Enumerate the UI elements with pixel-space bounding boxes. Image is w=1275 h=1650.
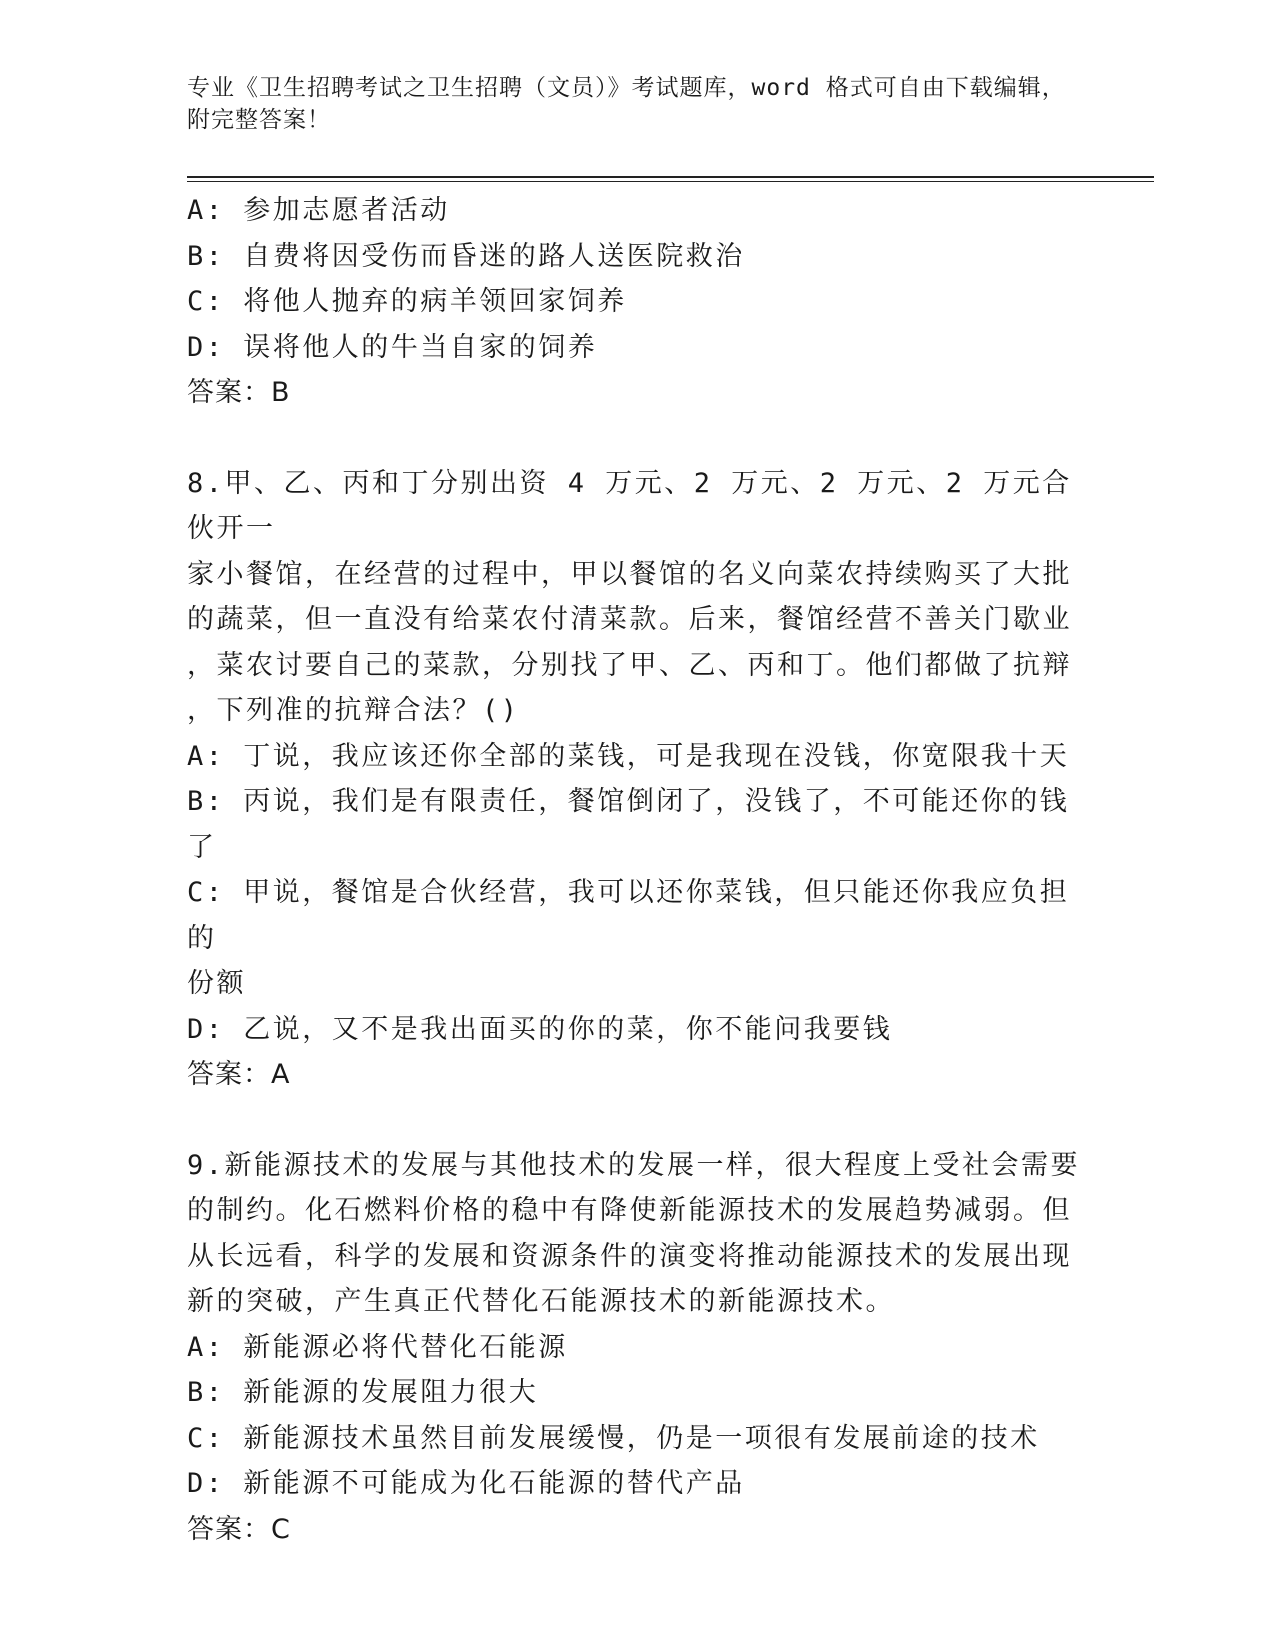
q7-option-c: C: 将他人抛弃的病羊领回家饲养	[187, 286, 627, 317]
q8-stem-line: 8.甲、乙、丙和丁分别出资 4 万元、2 万元、2 万元、2 万元合伙开一	[187, 467, 1072, 544]
q8-option-b: B: 丙说，我们是有限责任，餐馆倒闭了，没钱了，不可能还你的钱了	[187, 786, 1070, 863]
q8-option-c-continued: 份额	[187, 968, 246, 999]
q9-stem-line: 新的突破，产生真正代替化石能源技术的新能源技术。	[187, 1286, 895, 1317]
q8-option-a: A: 丁说，我应该还你全部的菜钱，可是我现在没钱，你宽限我十天	[187, 740, 1070, 772]
q9-stem-line: 9.新能源技术的发展与其他技术的发展一样，很大程度上受社会需要	[187, 1149, 1081, 1181]
question-9-block	[187, 1143, 1087, 1553]
q8-answer: 答案：A	[187, 1059, 291, 1090]
q9-answer: 答案：C	[187, 1513, 291, 1545]
q9-option-b: B: 新能源的发展阻力很大	[187, 1377, 539, 1408]
q7-option-a: A: 参加志愿者活动	[187, 195, 450, 226]
q9-option-c: C: 新能源技术虽然目前发展缓慢，仍是一项很有发展前途的技术	[187, 1422, 1040, 1454]
q7-option-b: B: 自费将因受伤而昏迷的路人送医院救治	[187, 240, 745, 272]
q9-stem-line: 的制约。化石燃料价格的稳中有降使新能源技术的发展趋势减弱。但	[187, 1195, 1072, 1226]
q8-option-c: C: 甲说，餐馆是合伙经营，我可以还你菜钱，但只能还你我应负担的	[187, 877, 1070, 954]
header-divider	[187, 176, 1154, 178]
q7-option-d: D: 误将他人的牛当自家的饲养	[187, 331, 598, 363]
question-8-block	[187, 461, 1087, 1098]
q8-stem-line: 的蔬菜，但一直没有给菜农付清菜款。后来，餐馆经营不善关门歇业	[187, 604, 1072, 635]
q9-option-d: D: 新能源不可能成为化石能源的替代产品	[187, 1468, 745, 1499]
spacer	[187, 1098, 1087, 1143]
q8-stem-line: ，菜农讨要自己的菜款，分别找了甲、乙、丙和丁。他们都做了抗辩	[187, 649, 1072, 681]
header-note: 专业《卫生招聘考试之卫生招聘（文员）》考试题库，word 格式可自由下载编辑，附完整答案！	[187, 75, 1066, 133]
q7-answer: 答案：B	[187, 377, 291, 408]
q8-stem-line: ，下列准的抗辩合法？()	[187, 695, 520, 726]
q9-stem-line: 从长远看，科学的发展和资源条件的演变将推动能源技术的发展出现	[187, 1240, 1072, 1272]
q9-option-a: A: 新能源必将代替化石能源	[187, 1331, 568, 1363]
question-7-block	[187, 188, 1087, 416]
spacer	[187, 416, 1087, 461]
header-divider-thin	[187, 181, 1154, 182]
q8-option-d: D: 乙说，又不是我出面买的你的菜，你不能问我要钱	[187, 1013, 893, 1045]
question-content	[187, 188, 1087, 1552]
q8-stem-line: 家小餐馆，在经营的过程中，甲以餐馆的名义向菜农持续购买了大批	[187, 558, 1072, 590]
